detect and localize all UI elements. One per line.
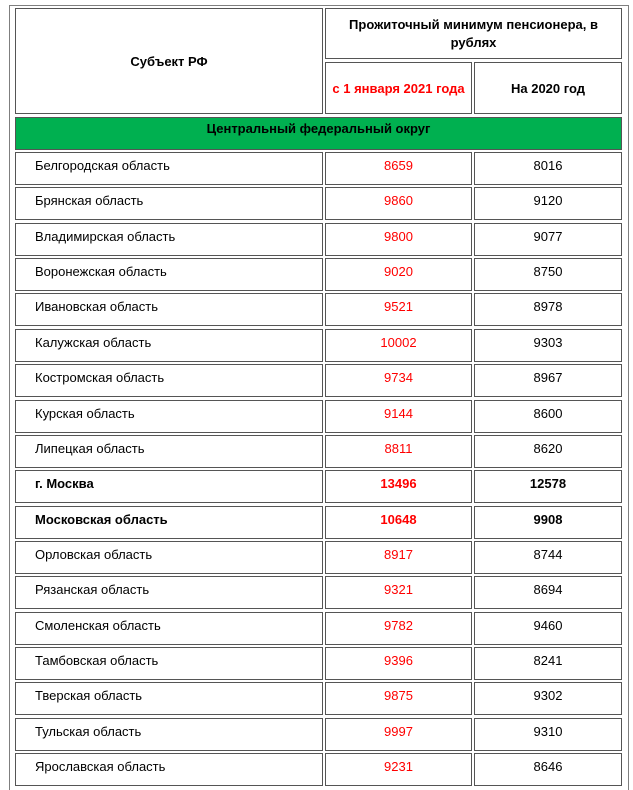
table-row (0, 753, 633, 786)
value-2021: 9860 (325, 187, 472, 220)
value-2020: 8620 (474, 435, 622, 468)
value-2020: 8241 (474, 647, 622, 680)
table-row (0, 576, 633, 609)
region-name: Тамбовская область (15, 647, 323, 680)
region-name: Брянская область (15, 187, 323, 220)
region-name: Курская область (15, 400, 323, 433)
value-2021: 9231 (325, 753, 472, 786)
value-2020: 8016 (474, 152, 622, 185)
header-2020: На 2020 год (474, 62, 622, 114)
value-2020: 8694 (474, 576, 622, 609)
value-2021: 9396 (325, 647, 472, 680)
value-2021: 9521 (325, 293, 472, 326)
value-2020: 9310 (474, 718, 622, 751)
region-name: Смоленская область (15, 612, 323, 645)
header-group: Прожиточный минимум пенсионера, в рублях (325, 8, 622, 59)
table-row (0, 612, 633, 645)
table-row (0, 223, 633, 256)
value-2021: 9321 (325, 576, 472, 609)
value-2020: 8978 (474, 293, 622, 326)
table-row (0, 718, 633, 751)
region-name: Московская область (15, 506, 323, 539)
section-header: Центральный федеральный округ (15, 117, 622, 150)
value-2020: 9908 (474, 506, 622, 539)
table-row (0, 329, 633, 362)
region-name: Воронежская область (15, 258, 323, 291)
value-2020: 9120 (474, 187, 622, 220)
region-name: Орловская область (15, 541, 323, 574)
region-name: Липецкая область (15, 435, 323, 468)
table-row (0, 152, 633, 185)
value-2021: 9875 (325, 682, 472, 715)
value-2021: 8659 (325, 152, 472, 185)
table-row (0, 187, 633, 220)
value-2020: 8744 (474, 541, 622, 574)
table-row (0, 400, 633, 433)
region-name: г. Москва (15, 470, 323, 503)
value-2021: 9734 (325, 364, 472, 397)
table-row (0, 258, 633, 291)
region-name: Тульская область (15, 718, 323, 751)
region-name: Ярославская область (15, 753, 323, 786)
value-2021: 9020 (325, 258, 472, 291)
region-name: Калужская область (15, 329, 323, 362)
region-name: Рязанская область (15, 576, 323, 609)
value-2020: 12578 (474, 470, 622, 503)
value-2021: 13496 (325, 470, 472, 503)
value-2021: 8811 (325, 435, 472, 468)
region-name: Белгородская область (15, 152, 323, 185)
value-2020: 9302 (474, 682, 622, 715)
value-2020: 8750 (474, 258, 622, 291)
region-name: Костромская область (15, 364, 323, 397)
table-row (0, 364, 633, 397)
table-row (0, 435, 633, 468)
value-2021: 9144 (325, 400, 472, 433)
table-row (0, 506, 633, 539)
value-2021: 8917 (325, 541, 472, 574)
value-2021: 9782 (325, 612, 472, 645)
region-name: Ивановская область (15, 293, 323, 326)
value-2020: 9460 (474, 612, 622, 645)
value-2020: 8646 (474, 753, 622, 786)
table-row (0, 470, 633, 503)
value-2020: 9077 (474, 223, 622, 256)
header-2021: с 1 января 2021 года (325, 62, 472, 114)
table-row (0, 293, 633, 326)
table-row (0, 541, 633, 574)
region-name: Тверская область (15, 682, 323, 715)
value-2021: 9800 (325, 223, 472, 256)
value-2020: 8600 (474, 400, 622, 433)
value-2020: 9303 (474, 329, 622, 362)
value-2021: 10648 (325, 506, 472, 539)
table-row (0, 647, 633, 680)
value-2021: 10002 (325, 329, 472, 362)
value-2020: 8967 (474, 364, 622, 397)
value-2021: 9997 (325, 718, 472, 751)
header-subject: Субъект РФ (15, 8, 323, 114)
region-name: Владимирская область (15, 223, 323, 256)
table-row (0, 682, 633, 715)
